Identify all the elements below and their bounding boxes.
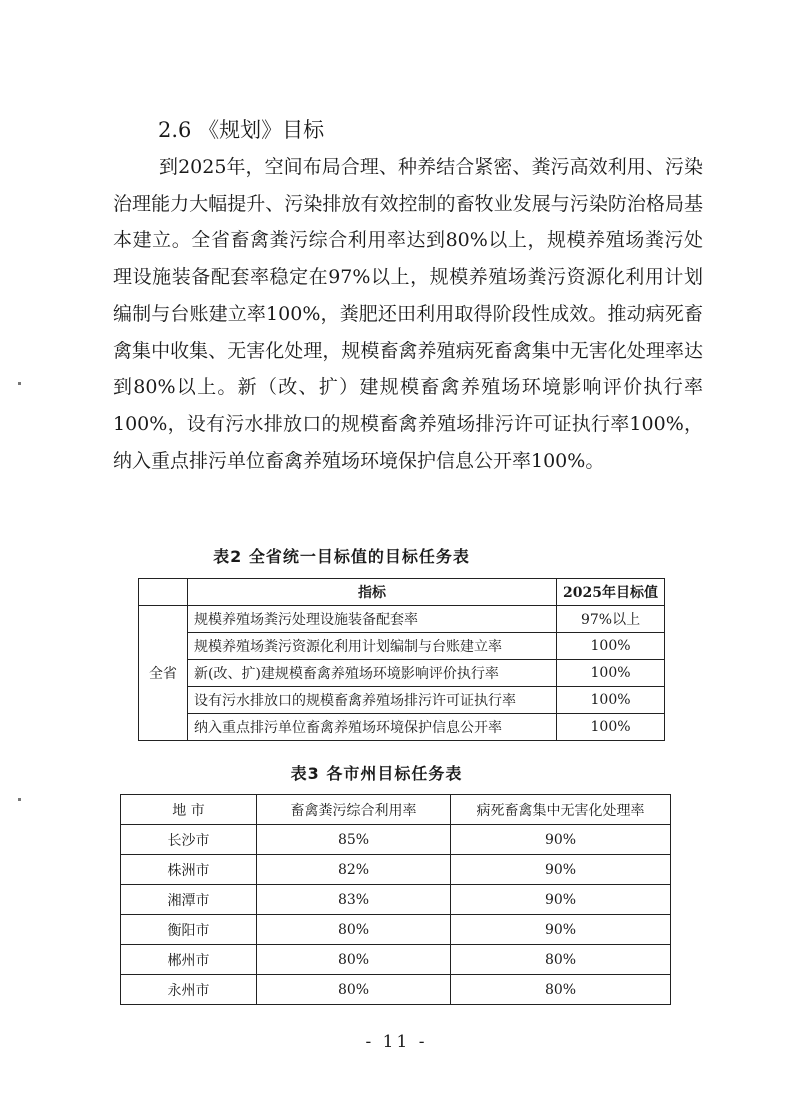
table3-header-manure: 畜禽粪污综合利用率 [257, 795, 451, 825]
city-target-table [120, 794, 671, 1005]
body-paragraph: 到2025年，空间布局合理、种养结合紧密、粪污高效利用、污染治理能力大幅提升、污染排放有效控制的畜牧业发展与污染防治格局基本建立。全省畜禽粪污综合利用率达到80%以上，规模养殖场粪污处理设施装备配套率稳定在97%以上，规模养殖场粪污资源化利用计划编制与台账建立率100%，粪肥还田利用取得阶段性成效。推动病死畜禽集中收集、无害化处理，规模畜禽养殖病死畜禽集中无害化处理率达到80%以上。新（改、扩）建规模畜禽养殖场环境影响评价执行率100%，设有污水排放口的规模畜禽养殖场排污许可证执行率100%，纳入重点排污单位畜禽养殖场环境保护信息公开率100%。 [113, 156, 703, 472]
table2-caption: 表2 全省统一目标值的目标任务表 [213, 547, 470, 566]
table2-header-indicator: 指标 [188, 579, 557, 606]
city-cell: 湘潭市 [121, 885, 257, 915]
table-row [121, 825, 671, 855]
target-cell: 100% [557, 714, 665, 741]
manure-rate-cell: 80% [257, 975, 451, 1005]
city-cell: 永州市 [121, 975, 257, 1005]
city-cell: 株洲市 [121, 855, 257, 885]
target-cell: 100% [557, 633, 665, 660]
carcass-rate-cell: 80% [451, 975, 671, 1005]
city-cell: 长沙市 [121, 825, 257, 855]
table-row [121, 855, 671, 885]
table-row [139, 606, 665, 633]
city-cell: 郴州市 [121, 945, 257, 975]
table3-header-carcass: 病死畜禽集中无害化处理率 [451, 795, 671, 825]
table-row [139, 687, 665, 714]
manure-rate-cell: 85% [257, 825, 451, 855]
table2-header-row [139, 579, 665, 606]
indicator-cell: 设有污水排放口的规模畜禽养殖场排污许可证执行率 [188, 687, 557, 714]
carcass-rate-cell: 90% [451, 825, 671, 855]
scan-margin-mark [18, 382, 21, 385]
page-number: - 11 - [365, 1032, 428, 1052]
table-row [121, 975, 671, 1005]
table-row [121, 885, 671, 915]
table2-header-region [139, 579, 188, 606]
manure-rate-cell: 80% [257, 945, 451, 975]
table-row [139, 633, 665, 660]
target-cell: 100% [557, 660, 665, 687]
carcass-rate-cell: 80% [451, 945, 671, 975]
provincial-target-table [138, 578, 665, 741]
table2-region-cell: 全省 [139, 606, 188, 741]
manure-rate-cell: 80% [257, 915, 451, 945]
table2-header-target: 2025年目标值 [557, 579, 665, 606]
carcass-rate-cell: 90% [451, 855, 671, 885]
target-cell: 100% [557, 687, 665, 714]
manure-rate-cell: 83% [257, 885, 451, 915]
section-heading: 2.6 《规划》目标 [158, 118, 325, 142]
table-row [139, 660, 665, 687]
indicator-cell: 规模养殖场粪污资源化利用计划编制与台账建立率 [188, 633, 557, 660]
carcass-rate-cell: 90% [451, 885, 671, 915]
table3-header-row [121, 795, 671, 825]
table-row [121, 945, 671, 975]
indicator-cell: 规模养殖场粪污处理设施装备配套率 [188, 606, 557, 633]
carcass-rate-cell: 90% [451, 915, 671, 945]
indicator-cell: 纳入重点排污单位畜禽养殖场环境保护信息公开率 [188, 714, 557, 741]
table-row [121, 915, 671, 945]
table-row [139, 714, 665, 741]
target-cell: 97%以上 [557, 606, 665, 633]
indicator-cell: 新(改、扩)建规模畜禽养殖场环境影响评价执行率 [188, 660, 557, 687]
table3-header-city: 地 市 [121, 795, 257, 825]
table3-caption: 表3 各市州目标任务表 [290, 764, 463, 783]
city-cell: 衡阳市 [121, 915, 257, 945]
manure-rate-cell: 82% [257, 855, 451, 885]
scan-margin-mark [18, 798, 21, 801]
